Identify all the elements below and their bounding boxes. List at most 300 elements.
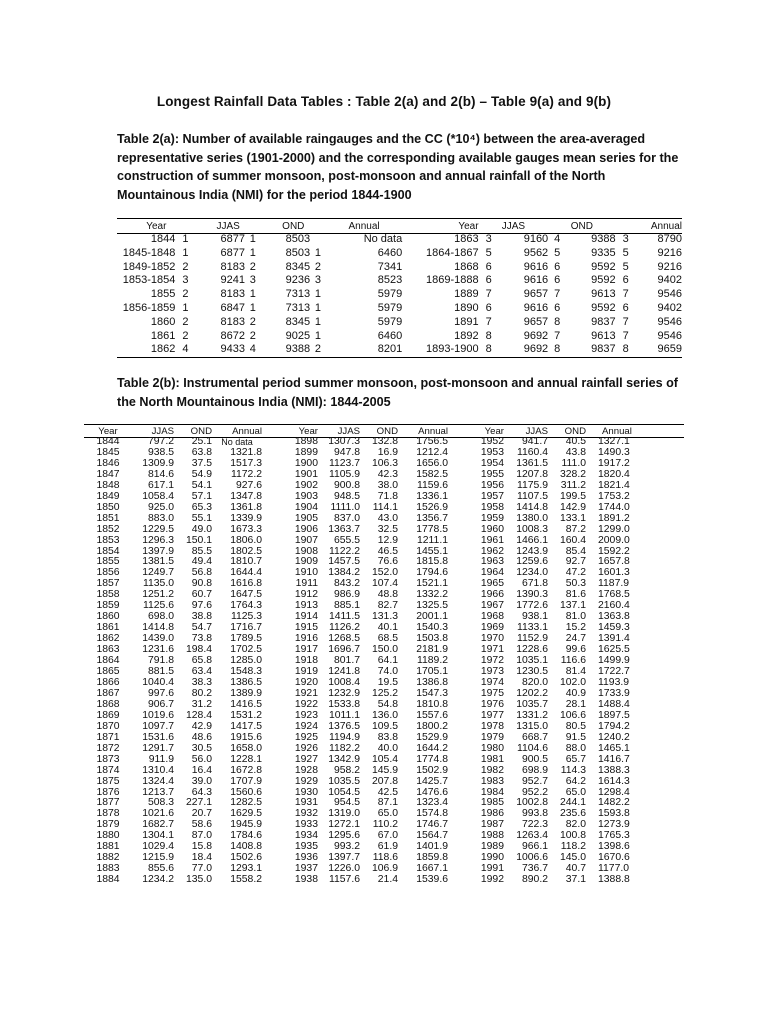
table-cell: 1746.7 — [416, 819, 448, 831]
table-cell: 1875 — [96, 775, 120, 787]
table-cell: 1956 — [480, 479, 504, 491]
table-cell: 9546 — [657, 288, 682, 301]
table-cell: 1866 — [96, 676, 120, 688]
table-cell: 797.2 — [147, 436, 174, 447]
table-cell: 958.2 — [333, 764, 360, 776]
table-cell: 1849-1852 — [122, 260, 176, 273]
table-cell: 1883 — [96, 863, 120, 875]
table-cell: 7 — [622, 315, 629, 328]
table-2b-grid — [84, 425, 684, 886]
table-cell: 3 — [182, 274, 189, 287]
table-cell: 1499.9 — [598, 655, 630, 667]
table-cell: 9546 — [657, 315, 682, 328]
table-cell: 60.7 — [191, 589, 212, 601]
table-cell: 1558.2 — [230, 874, 262, 886]
table-cell: 1844 — [150, 233, 176, 245]
table-cell: 1231.6 — [142, 644, 174, 656]
table-cell: 1978 — [480, 720, 504, 732]
table-cell: 135.0 — [185, 874, 212, 886]
table-cell: 1934 — [294, 830, 318, 842]
table-cell: 1901 — [294, 468, 318, 480]
table-cell: 1923 — [294, 709, 318, 721]
table-cell: 1872 — [96, 742, 120, 754]
page-title: Longest Rainfall Data Tables : Table 2(a) and 2(b) – Table 9(a) and 9(b) — [156, 94, 612, 109]
table-cell: 116.6 — [560, 655, 586, 667]
table-cell: 1907 — [294, 534, 318, 546]
table-cell: 1342.9 — [328, 753, 360, 765]
table-cell: 1900 — [294, 457, 318, 469]
table-cell: 6 — [554, 274, 561, 287]
table-cell: 1215.9 — [142, 852, 174, 864]
table-cell: 1924 — [294, 720, 318, 732]
table-cell: 1389.9 — [230, 687, 262, 699]
table-cell: 1937 — [294, 863, 318, 875]
table-cell: 952.2 — [521, 786, 548, 798]
table-cell: 1975 — [480, 687, 504, 699]
table-cell: 3 — [485, 233, 492, 245]
table-cell: 1455.1 — [416, 545, 448, 557]
table-cell: 9659 — [657, 343, 682, 356]
table-cell: 46.5 — [377, 545, 398, 557]
table-cell: 1272.1 — [328, 819, 360, 831]
table-cell: 8672 — [220, 329, 245, 342]
table-cell: 87.1 — [377, 797, 398, 809]
table-cell: 1774.8 — [416, 753, 448, 765]
table-cell: 1249.7 — [142, 567, 174, 579]
column-header: Annual — [602, 425, 632, 437]
table-cell: 1347.8 — [230, 490, 262, 502]
table-cell: 1296.3 — [142, 534, 174, 546]
table-cell: 1974 — [480, 676, 504, 688]
table-cell: 1285.0 — [230, 655, 262, 667]
table-cell: 1932 — [294, 808, 318, 820]
table-cell: 1911 — [295, 578, 318, 590]
table-cell: 114.1 — [372, 501, 398, 513]
table-row — [84, 755, 684, 766]
table-cell: 1868 — [96, 698, 120, 710]
table-cell: 1327.1 — [598, 436, 630, 447]
table-cell: 28.1 — [565, 698, 586, 710]
table-cell: 1125.6 — [142, 600, 174, 612]
table-cell: 1035.1 — [516, 655, 548, 667]
table-cell: 1008.3 — [516, 523, 548, 535]
table-cell: 1815.8 — [416, 556, 448, 568]
table-cell: 954.5 — [333, 797, 360, 809]
table-cell: 1533.8 — [328, 698, 360, 710]
table-cell: 3 — [249, 274, 256, 287]
table-cell: 1960 — [480, 523, 504, 535]
table-cell: 736.7 — [521, 863, 548, 875]
table-cell: 1889 — [454, 288, 479, 301]
column-header: JJAS — [151, 425, 174, 437]
table-cell: 83.8 — [377, 731, 398, 743]
table-cell: No data — [363, 233, 403, 245]
table-cell: 7341 — [377, 260, 403, 273]
table-cell: 12.9 — [377, 534, 398, 546]
table-cell: 68.5 — [377, 633, 398, 645]
table-cell: 9616 — [523, 260, 549, 273]
table-cell: 1391.4 — [598, 633, 630, 645]
table-cell: 1860 — [150, 315, 176, 328]
table-cell: 8523 — [377, 274, 403, 287]
table-cell: 49.0 — [191, 523, 212, 535]
table-cell: 1202.2 — [516, 687, 548, 699]
table-cell: 966.1 — [521, 841, 548, 853]
column-header: Year — [98, 425, 118, 437]
table-cell: 77.0 — [191, 863, 212, 875]
table-cell: 1789.5 — [230, 633, 262, 645]
table-cell: 1531.2 — [230, 709, 262, 721]
table-cell: 81.0 — [565, 611, 586, 623]
table-cell: 1928 — [294, 764, 318, 776]
table-cell: 1855 — [150, 288, 176, 301]
table-cell: 111.0 — [561, 457, 586, 469]
table-cell: 843.2 — [333, 578, 360, 590]
table-cell: 1858 — [96, 589, 120, 601]
table-cell: 698.9 — [521, 764, 548, 776]
table-cell: 74.0 — [377, 666, 398, 678]
table-cell: 106.9 — [371, 863, 398, 875]
table-cell: 1160.4 — [516, 446, 548, 458]
table-cell: 18.4 — [191, 852, 212, 864]
table-cell: 1384.2 — [328, 567, 360, 579]
table-cell: 1 — [182, 246, 189, 259]
table-cell: 5 — [622, 246, 629, 259]
table-cell: 106.6 — [559, 709, 586, 721]
table-cell: 1954 — [480, 457, 504, 469]
table-cell: 152.0 — [371, 567, 398, 579]
table-cell: 1902 — [294, 479, 318, 491]
table-cell: 1319.0 — [328, 808, 360, 820]
table-cell: 9616 — [523, 301, 549, 314]
table-cell: 99.6 — [565, 644, 586, 656]
table-cell: 1304.1 — [142, 830, 174, 842]
table-cell: 1696.7 — [328, 644, 360, 656]
table-cell: 9657 — [523, 315, 549, 328]
table-cell: 1963 — [480, 556, 504, 568]
table-cell: 1363.7 — [328, 523, 360, 535]
table-cell: 1844 — [96, 436, 120, 447]
table-cell: 1182.2 — [328, 742, 360, 754]
table-cell: 39.0 — [191, 775, 212, 787]
table-cell: 801.7 — [333, 655, 360, 667]
table-cell: 125.2 — [371, 687, 398, 699]
table-cell: 1411.5 — [328, 611, 360, 623]
table-cell: 508.3 — [147, 797, 174, 809]
table-cell: 9216 — [657, 246, 682, 259]
table-cell: 1992 — [480, 874, 504, 886]
table-cell: 1672.8 — [230, 764, 262, 776]
table-cell: 97.6 — [191, 600, 212, 612]
table-cell: 4 — [182, 343, 189, 356]
table-cell: 1592.2 — [598, 545, 630, 557]
table-cell: 80.2 — [191, 687, 212, 699]
table-cell: 1241.8 — [328, 666, 360, 678]
table-cell: 1315.0 — [516, 720, 548, 732]
table-cell: 1864-1867 — [425, 246, 479, 259]
table-cell: 133.1 — [559, 512, 586, 524]
table-cell: 1938 — [294, 874, 318, 886]
table-cell: 1417.5 — [230, 720, 262, 732]
table-cell: 1854 — [96, 545, 120, 557]
table-cell: 150.1 — [185, 534, 212, 546]
table-cell: 110.2 — [372, 819, 398, 831]
table-cell: 911.9 — [148, 753, 174, 765]
table-cell: 137.1 — [559, 600, 586, 612]
table-cell: 1744.0 — [598, 501, 630, 513]
table-cell: 42.3 — [377, 468, 398, 480]
table-cell: 1488.4 — [598, 698, 630, 710]
table-cell: 938.5 — [147, 446, 174, 458]
table-cell: 87.2 — [565, 523, 586, 535]
table-cell: 1226.0 — [328, 863, 360, 875]
table-cell: 30.5 — [191, 742, 212, 754]
table-cell: 7 — [554, 288, 561, 301]
table-cell: 1867 — [96, 687, 120, 699]
table-cell: 54.9 — [191, 468, 212, 480]
table-cell: 1243.9 — [516, 545, 548, 557]
table-cell: 1293.1 — [230, 863, 262, 875]
table-cell: 1548.3 — [230, 666, 262, 678]
table-cell: 1933 — [294, 819, 318, 831]
table-cell: 1753.2 — [598, 490, 630, 502]
table-cell: 925.0 — [147, 501, 174, 513]
table-cell: 1820.4 — [598, 468, 630, 480]
table-cell: 1564.7 — [416, 830, 448, 842]
table-cell: 311.2 — [560, 479, 586, 491]
table-cell: 1408.8 — [230, 841, 262, 853]
table-cell: 1857 — [96, 578, 120, 590]
table-cell: 900.5 — [521, 753, 548, 765]
table-cell: 1859 — [96, 600, 120, 612]
table-cell: 1756.5 — [416, 436, 448, 447]
table-cell: 199.5 — [559, 490, 586, 502]
table-cell: 1157.6 — [328, 874, 360, 886]
table-cell: 1874 — [96, 764, 120, 776]
table-cell: 941.7 — [521, 436, 548, 447]
table-cell: 1977 — [480, 709, 504, 721]
table-cell: 1259.6 — [516, 556, 548, 568]
table-cell: 8503 — [285, 233, 311, 245]
table-cell: 9692 — [523, 329, 549, 342]
table-cell: 150.0 — [371, 644, 398, 656]
table-cell: 37.1 — [565, 874, 586, 886]
table-cell: 1877 — [96, 797, 120, 809]
table-cell: 32.5 — [377, 523, 398, 535]
table-cell: 617.1 — [147, 479, 174, 491]
table-cell: 1989 — [480, 841, 504, 853]
table-cell: 1722.7 — [598, 666, 630, 678]
table-cell: 1459.3 — [598, 622, 630, 634]
table-cell: 1856-1859 — [122, 301, 176, 314]
table-cell: 1861 — [96, 622, 120, 634]
table-cell: 855.6 — [147, 863, 174, 875]
table-cell: 76.6 — [377, 556, 398, 568]
table-cell: 1008.4 — [328, 676, 360, 688]
table-cell: 1 — [314, 288, 322, 301]
table-cell: 1657.8 — [598, 556, 630, 568]
table-cell: 1212.4 — [416, 446, 448, 458]
table-cell: 1002.8 — [516, 797, 548, 809]
table-cell: 1957 — [480, 490, 504, 502]
table-cell: 993.2 — [333, 841, 360, 853]
table-cell: 1778.5 — [416, 523, 448, 535]
table-cell: 65.0 — [377, 808, 398, 820]
table-cell: 1918 — [294, 655, 318, 667]
column-header: JJAS — [525, 425, 548, 437]
table-cell: 2009.0 — [598, 534, 630, 546]
table-cell: 1122.2 — [328, 545, 360, 557]
table-cell: 1702.5 — [230, 644, 262, 656]
table-cell: 1193.9 — [598, 676, 630, 688]
table-cell: 1416.7 — [598, 753, 630, 765]
table-cell: 9592 — [591, 301, 616, 314]
table-cell: 1299.0 — [598, 523, 630, 535]
table-cell: 1821.4 — [598, 479, 630, 491]
table-row — [84, 536, 684, 547]
table-cell: 58.6 — [191, 819, 212, 831]
table-cell: 142.9 — [559, 501, 586, 513]
table-cell: 1861 — [150, 329, 176, 342]
table-cell: 1502.9 — [416, 764, 448, 776]
table-cell: 2 — [249, 260, 256, 273]
table-row — [84, 766, 684, 777]
table-cell: 1968 — [480, 611, 504, 623]
table-cell: 21.4 — [377, 874, 398, 886]
table-cell: 1175.9 — [516, 479, 548, 491]
table-cell: 1593.8 — [598, 808, 630, 820]
table-cell: 1213.7 — [142, 786, 174, 798]
table-cell: 1401.9 — [416, 841, 448, 853]
column-header: Year — [146, 220, 167, 232]
table-cell: 1251.2 — [142, 589, 174, 601]
table-cell: 7313 — [285, 301, 311, 314]
table-cell: 1917 — [294, 644, 318, 656]
table-cell: 1707.9 — [230, 775, 262, 787]
table-cell: 1517.3 — [230, 457, 262, 469]
table-cell: 61.9 — [377, 841, 398, 853]
table-cell: 1234.0 — [516, 567, 548, 579]
table-row — [117, 288, 682, 302]
table-cell: 105.4 — [371, 753, 398, 765]
table-cell: 1953 — [480, 446, 504, 458]
table-cell: 19.5 — [377, 676, 398, 688]
table-cell: 40.5 — [565, 436, 586, 447]
table-cell: 2181.9 — [416, 644, 448, 656]
table-cell: 948.5 — [333, 490, 360, 502]
table-cell: 1539.6 — [416, 874, 448, 886]
table-cell: 993.8 — [521, 808, 548, 820]
table-cell: 1959 — [480, 512, 504, 524]
table-cell: 7313 — [285, 288, 311, 301]
table-cell: 1397.7 — [328, 852, 360, 864]
table-cell: 1363.8 — [598, 611, 630, 623]
table-cell: 3 — [622, 233, 629, 245]
table-cell: 1915.6 — [230, 731, 262, 743]
table-cell: 1904 — [294, 501, 318, 513]
table-cell: 1040.4 — [142, 676, 174, 688]
table-cell: 6 — [554, 260, 561, 273]
table-row — [117, 233, 682, 247]
table-cell: 1862 — [150, 343, 176, 356]
table-cell: 1476.6 — [416, 786, 448, 798]
table-cell: 55.1 — [191, 512, 212, 524]
column-header: JJAS — [501, 220, 526, 232]
table-cell: 1298.4 — [598, 786, 630, 798]
table-cell: 997.6 — [147, 687, 174, 699]
table-cell: 1806.0 — [230, 534, 262, 546]
table-cell: 1983 — [480, 775, 504, 787]
table-cell: 8 — [554, 343, 561, 356]
table-cell: 38.3 — [191, 676, 212, 688]
table-cell: 1670.6 — [598, 852, 630, 864]
table-row — [117, 261, 682, 275]
table-cell: 1667.1 — [416, 863, 448, 875]
table-cell: 9236 — [285, 274, 311, 287]
table-cell: 1973 — [480, 666, 504, 678]
table-cell: 1521.1 — [416, 578, 448, 590]
table-cell: 128.4 — [185, 709, 212, 721]
table-cell: 1990 — [480, 852, 504, 864]
table-cell: 1930 — [294, 786, 318, 798]
table-cell: 2001.1 — [416, 611, 448, 623]
table-cell: 1029.4 — [142, 841, 174, 853]
column-header: JJAS — [216, 220, 240, 232]
table-cell: 8183 — [220, 260, 245, 273]
table-cell: 145.9 — [371, 764, 398, 776]
table-cell: 1388.3 — [598, 764, 630, 776]
table-cell: 6 — [485, 274, 492, 287]
table-cell: 49.4 — [191, 556, 212, 568]
table-cell: 1054.5 — [328, 786, 360, 798]
table-cell: 1970 — [480, 633, 504, 645]
table-row — [84, 875, 684, 886]
table-cell: 1906 — [294, 523, 318, 535]
table-cell: 1869 — [96, 709, 120, 721]
table-cell: 1925 — [294, 731, 318, 743]
table-cell: 881.5 — [147, 666, 174, 678]
table-cell: 38.0 — [377, 479, 398, 491]
table-cell: 1135.0 — [142, 578, 174, 590]
table-cell: 1876 — [96, 786, 120, 798]
table-cell: 8 — [554, 315, 561, 328]
table-cell: 1909 — [294, 556, 318, 568]
table-row — [117, 247, 682, 261]
table-cell: 1390.3 — [516, 589, 548, 601]
table-cell: 7 — [622, 288, 629, 301]
table-cell: 1126.2 — [328, 622, 360, 634]
table-cell: 9592 — [591, 274, 616, 287]
table-row — [117, 274, 682, 288]
table-cell: 198.4 — [185, 644, 212, 656]
table-cell: 1035.5 — [328, 775, 360, 787]
table-row — [117, 330, 682, 344]
table-cell: 1914 — [294, 611, 318, 623]
table-cell: 64.2 — [565, 775, 586, 787]
table-cell: 1913 — [294, 600, 318, 612]
table-cell: 6877 — [220, 233, 245, 245]
table-cell: 1644.4 — [230, 567, 262, 579]
table-cell: 1986 — [480, 808, 504, 820]
column-header: Year — [298, 425, 318, 437]
table-cell: 6847 — [220, 301, 245, 314]
column-header: Annual — [650, 220, 682, 232]
table-cell: 64.1 — [377, 655, 398, 667]
table-cell: 1035.7 — [516, 698, 548, 710]
table-cell: 906.7 — [147, 698, 174, 710]
table-cell: 1658.0 — [230, 742, 262, 754]
table-cell: 1439.0 — [142, 633, 174, 645]
